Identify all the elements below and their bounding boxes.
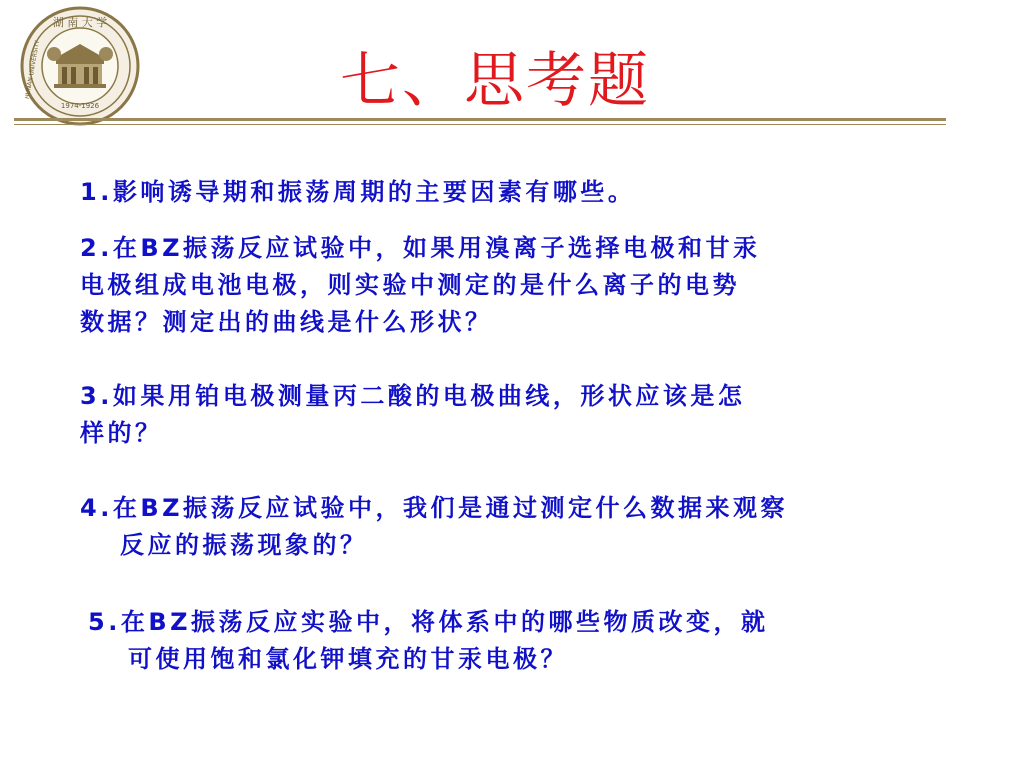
header-divider-thin xyxy=(14,124,946,125)
question-number: 5. xyxy=(88,608,121,636)
question-text-line: 影响诱导期和振荡周期的主要因素有哪些。 xyxy=(112,178,636,206)
seal-bottom-text: 1974-1926 xyxy=(60,102,100,110)
question-text-line: 数据？测定出的曲线是什么形状？ xyxy=(80,308,493,336)
university-seal-icon xyxy=(14,4,146,128)
question-text-line: 电极组成电池电极，则实验中测定的是什么离子的电势 xyxy=(80,271,740,299)
question-text-line: 在BZ振荡反应试验中，我们是通过测定什么数据来观察 xyxy=(112,494,789,522)
question-3 xyxy=(80,378,745,452)
question-text-line: 在BZ振荡反应试验中，如果用溴离子选择电极和甘汞 xyxy=(112,234,761,262)
question-text-line: 如果用铂电极测量丙二酸的电极曲线，形状应该是怎 xyxy=(112,382,746,410)
question-5 xyxy=(88,604,769,678)
question-number: 4. xyxy=(80,494,113,522)
seal-arc-text: 湖 南 大 学 xyxy=(52,16,108,29)
question-2 xyxy=(80,230,761,341)
question-number: 2. xyxy=(80,234,113,262)
question-text-line: 样的？ xyxy=(80,419,163,447)
slide-title: 七、思考题 xyxy=(340,46,650,116)
question-text-line: 可使用饱和氯化钾填充的甘汞电极？ xyxy=(128,645,568,673)
question-text-line: 在BZ振荡反应实验中，将体系中的哪些物质改变，就 xyxy=(120,608,769,636)
question-number: 1. xyxy=(80,178,113,206)
question-4 xyxy=(80,490,788,564)
question-text-line: 反应的振荡现象的？ xyxy=(120,531,368,559)
header-divider-thick xyxy=(14,118,946,121)
question-number: 3. xyxy=(80,382,113,410)
question-1 xyxy=(80,174,635,211)
seal-side-text: HUNAN UNIVERSITY xyxy=(23,39,42,100)
